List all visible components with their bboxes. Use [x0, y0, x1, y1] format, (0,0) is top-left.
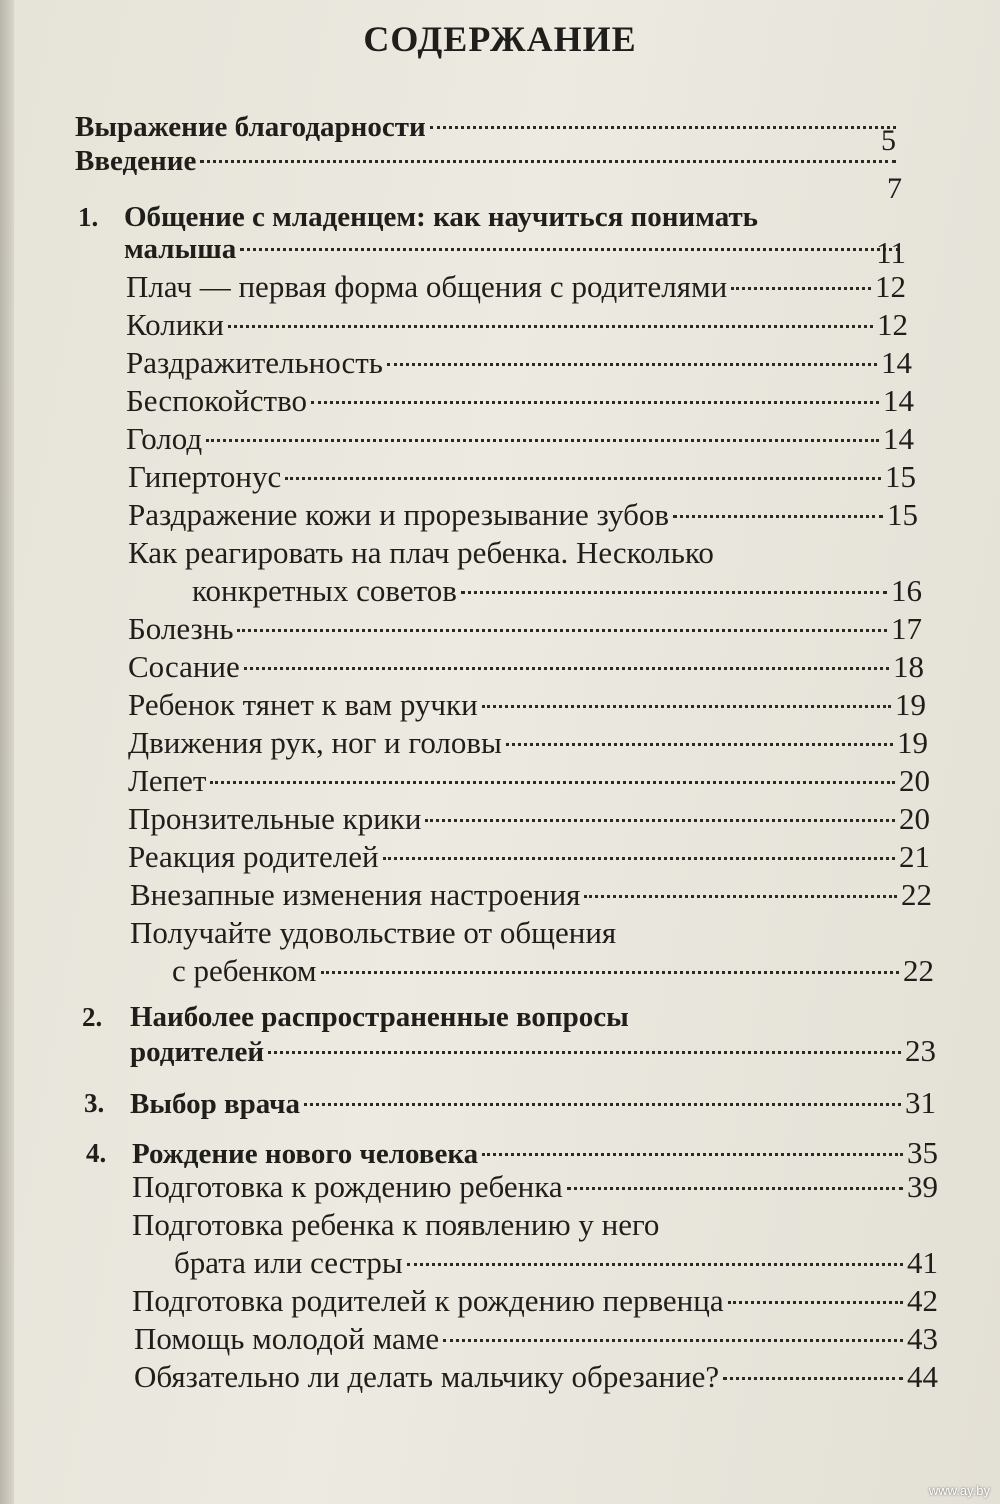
entry-title-cont: с ребенком: [172, 953, 317, 988]
entry-title: Подготовка к рождению ребенка: [132, 1169, 563, 1204]
chapter-number: 1.: [78, 202, 99, 232]
entry-title: Раздражительность: [126, 345, 383, 380]
entry-title: Раздражение кожи и прорезывание зубов: [128, 497, 670, 532]
leader-dots: [244, 667, 889, 670]
entry-page: 17: [891, 611, 922, 646]
toc-entry: [172, 952, 934, 990]
entry-title: Как реагировать на плач ребенка. Несколько: [128, 535, 714, 570]
entry-page: 31: [905, 1085, 936, 1120]
entry-page: 15: [887, 497, 918, 532]
entry-title: Гипертонус: [128, 459, 282, 494]
entry-page: 42: [907, 1283, 938, 1318]
entry-title: Болезнь: [128, 611, 234, 646]
toc-entry: [126, 382, 914, 420]
chapter-number: 2.: [82, 1002, 103, 1032]
entry-page: 39: [907, 1169, 938, 1204]
toc-row: [0, 1358, 1000, 1396]
toc-entry: [134, 1320, 938, 1358]
leader-dots: [407, 1263, 903, 1266]
toc-row: [0, 1244, 1000, 1282]
toc-row: [0, 1084, 1000, 1122]
leader-dots: [731, 287, 871, 290]
toc-entry: [126, 268, 906, 306]
entry-title: Внезапные изменения настроения: [130, 877, 581, 912]
leader-dots: [285, 477, 881, 480]
entry-title-cont: брата или сестры: [174, 1245, 403, 1280]
entry-page: 14: [883, 421, 914, 456]
leader-dots: [728, 1301, 903, 1304]
entry-title: Движения рук, ног и головы: [128, 725, 502, 760]
toc-entry: [128, 458, 916, 496]
toc-entry: [132, 1282, 938, 1320]
leader-dots: [200, 160, 896, 163]
toc-row: [0, 230, 1000, 268]
toc-entry: [75, 108, 900, 146]
toc-row: [0, 420, 1000, 458]
entry-page: 23: [905, 1033, 936, 1068]
leader-dots: [321, 971, 900, 974]
leader-dots: [304, 1103, 901, 1106]
toc-entry: [130, 876, 932, 914]
leader-dots: [430, 126, 896, 129]
toc-row: [0, 306, 1000, 344]
toc-row: [0, 496, 1000, 534]
entry-title: Выражение благодарности: [75, 111, 426, 143]
entry-page: 14: [883, 383, 914, 418]
entry-page: 16: [891, 573, 922, 608]
toc-row: [0, 572, 1000, 610]
toc-row: [0, 108, 1000, 146]
entry-page: 43: [907, 1321, 938, 1356]
toc-entry: [132, 1168, 938, 1206]
toc-row: [0, 1032, 1000, 1070]
chapter-title: Наиболее распространенные вопросы: [130, 1001, 629, 1033]
toc-entry: [192, 572, 922, 610]
toc-row: [0, 998, 1000, 1036]
toc-row: [0, 686, 1000, 724]
leader-dots: [228, 325, 873, 328]
table-of-contents: [0, 108, 1000, 1392]
entry-title: Обязательно ли делать мальчику обрезание?: [134, 1359, 720, 1394]
toc-entry: [130, 1084, 936, 1123]
entry-title-cont: конкретных советов: [192, 573, 457, 608]
entry-page: 35: [907, 1135, 938, 1170]
toc-entry: [128, 724, 928, 762]
entry-page: 20: [899, 801, 930, 836]
toc-row: [0, 344, 1000, 382]
toc-row: [0, 1320, 1000, 1358]
entry-page: 7: [887, 172, 902, 205]
leader-dots: [506, 743, 893, 746]
leader-dots: [673, 515, 883, 518]
leader-dots: [567, 1187, 903, 1190]
toc-entry: [128, 610, 922, 648]
leader-dots: [387, 363, 877, 366]
toc-entry: [128, 686, 926, 724]
entry-title: Ребенок тянет к вам ручки: [128, 687, 478, 722]
toc-entry: [128, 800, 930, 838]
entry-page: 15: [885, 459, 916, 494]
toc-entry: [128, 762, 930, 800]
toc-entry: [174, 1244, 938, 1282]
toc-row: [0, 762, 1000, 800]
entry-title: Пронзительные крики: [128, 801, 422, 836]
leader-dots: [482, 1153, 903, 1156]
entry-page: 19: [897, 725, 928, 760]
entry-title: Беспокойство: [126, 383, 307, 418]
entry-page: 41: [907, 1245, 938, 1280]
toc-row: [0, 648, 1000, 686]
entry-page: 20: [899, 763, 930, 798]
chapter-number: 3.: [84, 1088, 105, 1118]
leader-dots: [383, 857, 895, 860]
toc-entry: [126, 420, 914, 458]
toc-row: [0, 1134, 1000, 1172]
toc-row: [0, 838, 1000, 876]
entry-page: 18: [893, 649, 924, 684]
entry-page: 44: [907, 1359, 938, 1394]
toc-row: [0, 610, 1000, 648]
entry-title: Сосание: [128, 649, 240, 684]
toc-row: [0, 1206, 1000, 1244]
entry-page: 22: [901, 877, 932, 912]
entry-page: 19: [895, 687, 926, 722]
site-watermark: www.ay.by: [928, 1483, 990, 1498]
leader-dots: [240, 248, 900, 251]
entry-title: Помощь молодой маме: [134, 1321, 440, 1356]
toc-entry: [126, 306, 908, 344]
toc-entry: [128, 648, 924, 686]
entry-title: Реакция родителей: [128, 839, 379, 874]
chapter-title-cont: малыша: [124, 233, 237, 265]
leader-dots: [443, 1339, 903, 1342]
toc-entry: [126, 344, 912, 382]
leader-dots: [268, 1051, 901, 1054]
toc-row: [0, 382, 1000, 420]
toc-entry: [130, 1032, 936, 1071]
toc-entry: [128, 838, 930, 876]
chapter-number: 4.: [86, 1138, 107, 1168]
chapter-title-cont: родителей: [130, 1036, 265, 1068]
entry-page: 21: [899, 839, 930, 874]
entry-title: Голод: [126, 421, 203, 456]
chapter-title: Общение с младенцем: как научиться понимать: [124, 201, 759, 233]
leader-dots: [482, 705, 891, 708]
entry-title: Колики: [126, 307, 224, 342]
leader-dots: [237, 629, 887, 632]
toc-entry: [75, 142, 900, 180]
toc-row: [0, 534, 1000, 572]
toc-row: [0, 458, 1000, 496]
entry-title: Подготовка родителей к рождению первенца: [132, 1283, 724, 1318]
leader-dots: [723, 1377, 903, 1380]
page-title: СОДЕРЖАНИЕ: [363, 19, 637, 59]
entry-title: Подготовка ребенка к появлению у него: [132, 1207, 660, 1242]
toc-row: [0, 1168, 1000, 1206]
toc-row: [0, 724, 1000, 762]
leader-dots: [206, 439, 879, 442]
entry-title: Лепет: [128, 763, 207, 798]
toc-row: [0, 876, 1000, 914]
entry-page: 14: [881, 345, 912, 380]
toc-row: [0, 952, 1000, 990]
chapter-title: Выбор врача: [130, 1088, 300, 1120]
entry-page: 22: [903, 953, 934, 988]
leader-dots: [584, 895, 897, 898]
entry-page: 12: [875, 269, 906, 304]
toc-row: [0, 1282, 1000, 1320]
toc-row: [0, 914, 1000, 952]
leader-dots: [425, 819, 895, 822]
entry-page: 12: [877, 307, 908, 342]
leader-dots: [461, 591, 887, 594]
entry-title: Получайте удовольствие от общения: [130, 915, 617, 950]
entry-page: 11: [876, 235, 906, 270]
toc-entry: [128, 496, 918, 534]
toc-entry: [124, 230, 904, 268]
entry-title: Плач — первая форма общения с родителями: [126, 269, 728, 304]
chapter-title: Рождение нового человека: [132, 1138, 479, 1170]
entry-title: Введение: [75, 145, 197, 177]
toc-entry: [134, 1358, 938, 1396]
entry-page: 5: [881, 124, 896, 157]
leader-dots: [210, 781, 895, 784]
toc-row: [0, 800, 1000, 838]
leader-dots: [311, 401, 879, 404]
